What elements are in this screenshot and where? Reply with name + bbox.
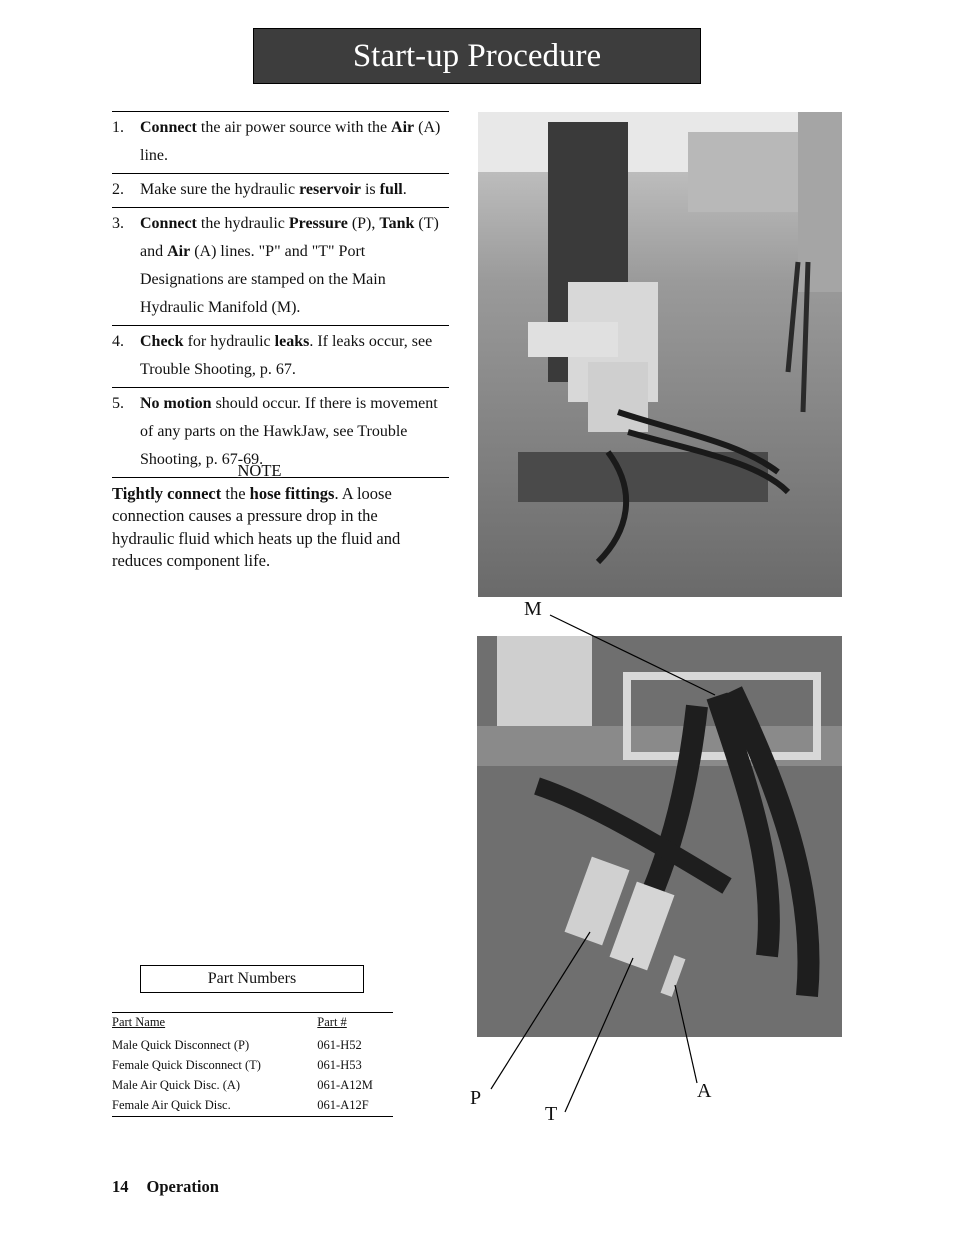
part-name: Female Air Quick Disc. — [112, 1098, 231, 1112]
page-title: Start-up Procedure — [253, 28, 701, 84]
step-text: Connect the hydraulic Pressure (P), Tank (T) and Air (A) lines. "P" and "T" Port Designations are stamped on the Main Hydraulic Manifold (M). — [140, 215, 439, 316]
step-text: Connect the air power source with the Air (A) line. — [140, 119, 441, 164]
procedure-steps — [112, 111, 449, 478]
parts-table — [112, 1012, 393, 1117]
label-t: T — [545, 1103, 558, 1125]
part-number: 061-A12F — [317, 1098, 369, 1112]
part-number: 061-A12M — [317, 1078, 373, 1092]
page-number: 14 — [112, 1177, 129, 1196]
table-row — [112, 1076, 393, 1096]
column-header-part-number: Part # — [317, 1015, 347, 1029]
step-1 — [112, 112, 449, 174]
step-number: 5. — [112, 395, 124, 412]
hose-closeup-illustration — [477, 636, 842, 1037]
column-header-part-name: Part Name — [112, 1015, 166, 1029]
step-number: 1. — [112, 119, 124, 136]
label-a: A — [697, 1080, 712, 1102]
step-text: No motion should occur. If there is movement of any parts on the HawkJaw, see Trouble Shooting, p. 67-69. — [140, 395, 438, 468]
label-m: M — [524, 598, 542, 620]
note-text: Tightly connect the hose fittings. A loose connection causes a pressure drop in the hydraulic fluid which heats up the fluid and reduces component life. — [112, 483, 401, 570]
part-name: Female Quick Disconnect (T) — [112, 1058, 261, 1072]
hose-closeup-photo — [477, 636, 842, 1037]
note-title: NOTE — [237, 461, 282, 480]
part-name: Male Quick Disconnect (P) — [112, 1038, 250, 1052]
step-2 — [112, 174, 449, 208]
step-number: 3. — [112, 215, 124, 232]
part-name: Male Air Quick Disc. (A) — [112, 1078, 241, 1092]
label-p: P — [470, 1087, 482, 1109]
table-row — [112, 1056, 393, 1076]
machine-photo-illustration — [478, 112, 842, 597]
part-numbers-heading: Part Numbers — [140, 965, 364, 993]
table-row — [112, 1096, 393, 1117]
machine-photo — [478, 112, 842, 597]
part-number: 061-H52 — [317, 1038, 362, 1052]
part-number: 061-H53 — [317, 1058, 362, 1072]
step-4 — [112, 326, 449, 388]
table-header-row — [112, 1013, 393, 1037]
note-block — [112, 460, 412, 573]
step-text: Check for hydraulic leaks. If leaks occur, see Trouble Shooting, p. 67. — [140, 333, 433, 378]
table-row — [112, 1036, 393, 1056]
step-3 — [112, 208, 449, 326]
page-footer — [112, 1177, 219, 1197]
section-name: Operation — [146, 1177, 219, 1196]
step-text: Make sure the hydraulic reservoir is full. — [140, 181, 407, 198]
step-number: 4. — [112, 333, 124, 350]
step-number: 2. — [112, 181, 124, 198]
